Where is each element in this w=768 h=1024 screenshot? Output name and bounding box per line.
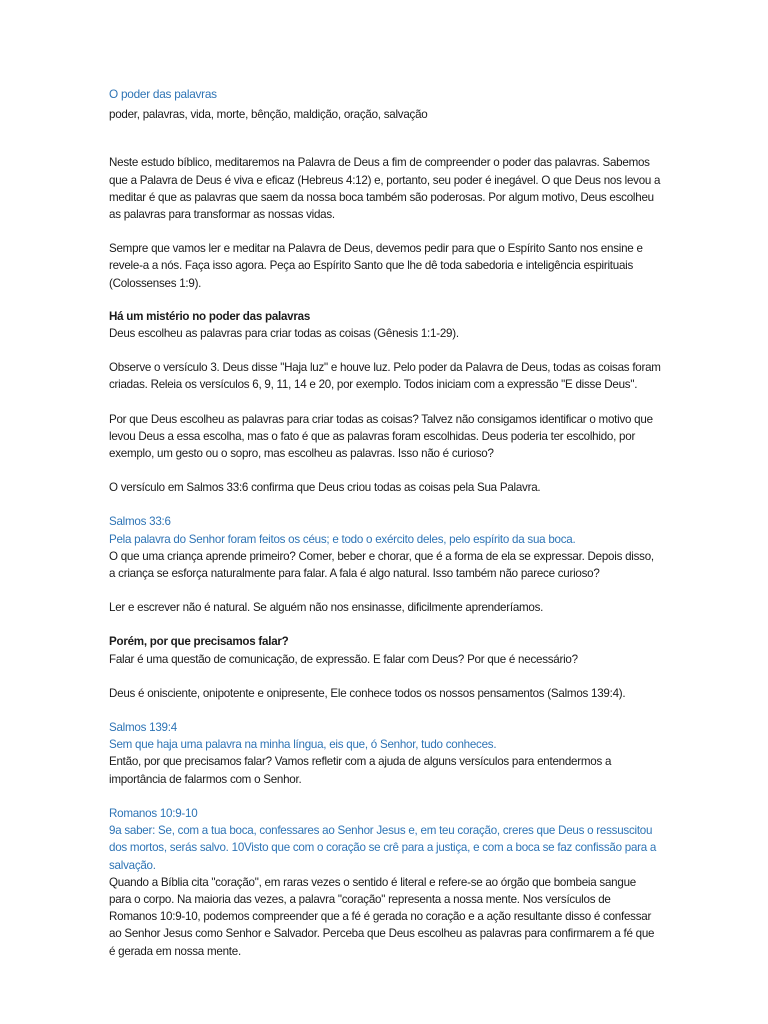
reflect-paragraph: Então, por que precisamos falar? Vamos refletir com a ajuda de alguns versículos para entendermos a importância de falarmos com o Senhor.	[109, 755, 612, 786]
speak-paragraph: Falar é uma questão de comunicação, de expressão. E falar com Deus? Por que é necessário?	[109, 652, 578, 666]
reading-paragraph: Ler e escrever não é natural. Se alguém não nos ensinasse, dificilmente aprenderíamos.	[109, 601, 544, 615]
psalm139-verse: Sem que haja uma palavra na minha língua, eis que, ó Senhor, tudo conheces.	[109, 738, 497, 752]
psalm33-intro-paragraph: O versículo em Salmos 33:6 confirma que Deus criou todas as coisas pela Sua Palavra.	[109, 481, 541, 495]
document-body	[109, 86, 661, 960]
intro-paragraph: Neste estudo bíblico, meditaremos na Palavra de Deus a fim de compreender o poder das palavras. Sabemos que a Palavra de Deus é viva e eficaz (Hebreus 4:12) e, portanto, seu poder é inegável. O que Deus nos levou a meditar é que as palavras que saem da nossa boca também são poderosas. Por algum motivo, Deus escolheu as palavras para transformar as nossas vidas.	[109, 156, 661, 222]
psalm33-reference: Salmos 33:6	[109, 515, 171, 529]
romans-verse: 9a saber: Se, com a tua boca, confessares ao Senhor Jesus e, em teu coração, creres que Deus o ressuscitou dos mortos, serás salvo. 10Visto que com o coração se crê para a justiça, e com a boca se faz confissão para a salvação.	[109, 824, 657, 872]
heart-paragraph: Quando a Bíblia cita "coração", em raras vezes o sentido é literal e refere-se ao órgão que bombeia sangue para o corpo. Na maioria das vezes, a palavra "coração" representa a nossa mente. Nos versículos de Romanos 10:9-10, podemos compreender que a fé é gerada no coração e a ação resultante disso é confessar ao Senhor Jesus como Senhor e Salvador. Perceba que Deus escolheu as palavras para confirmarem a fé que é gerada em nossa mente.	[109, 875, 655, 958]
prayer-paragraph: Sempre que vamos ler e meditar na Palavra de Deus, devemos pedir para que o Espírito Santo nos ensine e revele-a a nós. Faça isso agora. Peça ao Espírito Santo que lhe dê toda sabedoria e inteligência espirituais (Colossenses 1:9).	[109, 242, 643, 290]
romans-reference: Romanos 10:9-10	[109, 806, 198, 820]
why-paragraph: Por que Deus escolheu as palavras para criar todas as coisas? Talvez não consigamos identificar o motivo que levou Deus a essa escolha, mas o fato é que as palavras foram escolhidas. Deus poderia ter escolhido, por exemplo, um gesto ou o sopro, mas escolheu as palavras. Isso não é curioso?	[109, 412, 653, 461]
psalm33-verse: Pela palavra do Senhor foram feitos os céus; e todo o exército deles, pelo espírito da sua boca.	[109, 532, 576, 546]
observe-paragraph: Observe o versículo 3. Deus disse "Haja luz" e houve luz. Pelo poder da Palavra de Deus, todas as coisas foram criadas. Releia os versículos 6, 9, 11, 14 e 20, por exemplo. Todos iniciam com a expressão "E disse Deus".	[109, 361, 661, 392]
mystery-paragraph: Deus escolheu as palavras para criar todas as coisas (Gênesis 1:1-29).	[109, 327, 459, 341]
omniscience-paragraph: Deus é onisciente, onipotente e onipresente, Ele conhece todos os nossos pensamentos (Salmos 139:4).	[109, 686, 626, 700]
mystery-heading: Há um mistério no poder das palavras	[109, 309, 311, 323]
child-paragraph: O que uma criança aprende primeiro? Comer, beber e chorar, que é a forma de ela se expressar. Depois disso, a criança se esforça naturalmente para falar. A fala é algo natural. Isso também não parece curioso?	[109, 549, 654, 581]
page-title: O poder das palavras	[109, 87, 217, 101]
keywords-line: poder, palavras, vida, morte, bênção, maldição, oração, salvação	[109, 108, 428, 122]
speak-heading: Porém, por que precisamos falar?	[109, 635, 289, 649]
psalm139-reference: Salmos 139:4	[109, 721, 177, 735]
